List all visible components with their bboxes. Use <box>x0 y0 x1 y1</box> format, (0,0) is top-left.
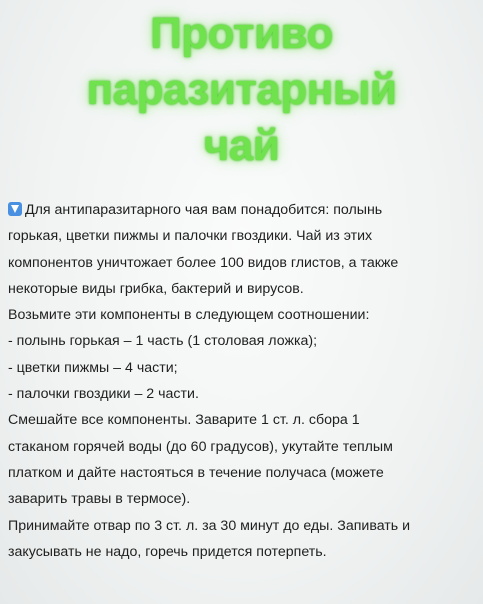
text-line: заварить травы в термосе). <box>8 491 191 508</box>
text-line: компонентов уничтожает более 100 видов глистов, а также <box>8 254 399 271</box>
title-line-2: паразитарный <box>86 65 397 114</box>
text-line: Принимайте отвар по 3 ст. л. за 30 минут до еды. Запивать и <box>8 517 411 534</box>
text-line: горькая, цветки пижмы и палочки гвоздики. Чай из этих <box>8 228 373 245</box>
text-line: платком и дайте настояться в течение получаса (можете <box>8 464 384 481</box>
text-line: Возьмите эти компоненты в следующем соотношении: <box>8 307 370 324</box>
text-line: стаканом горячей воды (до 60 градусов), укутайте теплым <box>8 438 393 455</box>
title-line-3: чай <box>203 121 280 170</box>
page-title <box>0 6 483 174</box>
list-item: - полынь горькая – 1 часть (1 столовая ложка); <box>8 333 318 350</box>
title-line-1: Противо <box>150 9 333 58</box>
list-item: - цветки пижмы – 4 части; <box>8 359 178 376</box>
text-line-content: Для антипаразитарного чая вам понадобится: полынь <box>25 202 383 218</box>
text-line: некоторые виды грибка, бактерий и вирусов. <box>8 280 304 297</box>
text-line: закусывать не надо, горечь придется потерпеть. <box>8 543 327 560</box>
text-line <box>8 197 480 223</box>
recipe-text <box>8 197 480 565</box>
text-line: Смешайте все компоненты. Заварите 1 ст. л. сбора 1 <box>8 412 360 429</box>
list-item: - палочки гвоздики – 2 части. <box>8 386 199 403</box>
down-arrow-icon <box>8 202 22 216</box>
